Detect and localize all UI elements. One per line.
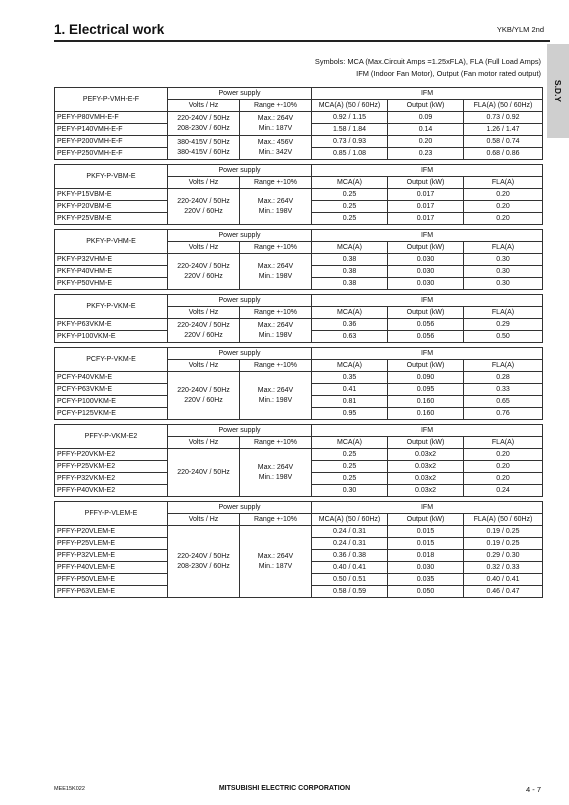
volts-cell: 220-240V / 50Hz 220V / 60Hz: [168, 254, 240, 290]
output-cell: 0.23: [388, 148, 464, 160]
model-cell: PFFY-P63VLEM-E: [55, 586, 168, 598]
table-header-row: [55, 165, 543, 177]
output-cell: 0.20: [388, 136, 464, 148]
table-row: [55, 372, 543, 384]
fla-cell: 0.19 / 0.25: [464, 538, 543, 550]
symbols-legend: [315, 56, 541, 80]
range-cell: Max.: 264V Min.: 198V: [240, 189, 312, 225]
fla-header: FLA(A) (50 / 60Hz): [464, 514, 543, 526]
fla-cell: 0.32 / 0.33: [464, 562, 543, 574]
range-cell: Max.: 456V Min.: 342V: [240, 136, 312, 160]
model-tag: YKB/YLM 2nd: [496, 25, 544, 34]
fla-cell: 0.73 / 0.92: [464, 112, 543, 124]
table-header-row: [55, 502, 543, 514]
fla-cell: 0.33: [464, 384, 543, 396]
output-cell: 0.090: [388, 372, 464, 384]
range-cell: Max.: 264V Min.: 198V: [240, 254, 312, 290]
power-supply-header: Power supply: [168, 295, 312, 307]
range-header: Range +-10%: [240, 360, 312, 372]
output-cell: 0.056: [388, 319, 464, 331]
output-header: Output (kW): [388, 514, 464, 526]
mca-cell: 1.58 / 1.84: [312, 124, 388, 136]
model-cell: PCFY-P40VKM-E: [55, 372, 168, 384]
output-cell: 0.017: [388, 189, 464, 201]
ifm-header: IFM: [312, 295, 543, 307]
model-cell: PCFY-P100VKM-E: [55, 396, 168, 408]
output-cell: 0.017: [388, 213, 464, 225]
output-header: Output (kW): [388, 307, 464, 319]
model-cell: PKFY-P100VKM-E: [55, 331, 168, 343]
mca-header: MCA(A): [312, 177, 388, 189]
table-row: [55, 189, 543, 201]
output-header: Output (kW): [388, 100, 464, 112]
output-cell: 0.035: [388, 574, 464, 586]
spec-table-pkfy-p-vhm-e: [54, 229, 543, 290]
output-cell: 0.03x2: [388, 473, 464, 485]
fla-header: FLA(A): [464, 360, 543, 372]
mca-cell: 0.25: [312, 449, 388, 461]
model-cell: PFFY-P40VKM-E2: [55, 485, 168, 497]
fla-header: FLA(A): [464, 437, 543, 449]
series-name: PFFY-P-VLEM-E: [55, 502, 168, 526]
mca-cell: 0.92 / 1.15: [312, 112, 388, 124]
output-header: Output (kW): [388, 242, 464, 254]
output-cell: 0.03x2: [388, 449, 464, 461]
mca-cell: 0.73 / 0.93: [312, 136, 388, 148]
fla-header: FLA(A): [464, 307, 543, 319]
mca-header: MCA(A): [312, 437, 388, 449]
fla-cell: 0.19 / 0.25: [464, 526, 543, 538]
table-header-row: [55, 295, 543, 307]
fla-cell: 0.20: [464, 189, 543, 201]
table-row: [55, 136, 543, 148]
output-cell: 0.018: [388, 550, 464, 562]
model-cell: PFFY-P25VLEM-E: [55, 538, 168, 550]
output-cell: 0.03x2: [388, 461, 464, 473]
model-cell: PCFY-P125VKM-E: [55, 408, 168, 420]
output-cell: 0.03x2: [388, 485, 464, 497]
mca-cell: 0.38: [312, 254, 388, 266]
mca-cell: 0.40 / 0.41: [312, 562, 388, 574]
output-cell: 0.015: [388, 538, 464, 550]
mca-cell: 0.85 / 1.08: [312, 148, 388, 160]
volts-header: Volts / Hz: [168, 437, 240, 449]
header-rule: [54, 40, 550, 42]
mca-cell: 0.24 / 0.31: [312, 526, 388, 538]
table-row: [55, 254, 543, 266]
ifm-header: IFM: [312, 348, 543, 360]
volts-header: Volts / Hz: [168, 177, 240, 189]
power-supply-header: Power supply: [168, 88, 312, 100]
table-row: [55, 526, 543, 538]
range-header: Range +-10%: [240, 100, 312, 112]
output-cell: 0.09: [388, 112, 464, 124]
output-cell: 0.056: [388, 331, 464, 343]
ifm-header: IFM: [312, 425, 543, 437]
output-cell: 0.095: [388, 384, 464, 396]
mca-cell: 0.36: [312, 319, 388, 331]
range-cell: Max.: 264V Min.: 198V: [240, 319, 312, 343]
section-title: 1. Electrical work: [54, 22, 165, 37]
fla-cell: 0.28: [464, 372, 543, 384]
output-cell: 0.160: [388, 408, 464, 420]
mca-header: MCA(A): [312, 360, 388, 372]
mca-cell: 0.35: [312, 372, 388, 384]
output-cell: 0.050: [388, 586, 464, 598]
range-cell: Max.: 264V Min.: 198V: [240, 449, 312, 497]
fla-cell: 0.65: [464, 396, 543, 408]
range-header: Range +-10%: [240, 307, 312, 319]
range-header: Range +-10%: [240, 177, 312, 189]
fla-cell: 0.20: [464, 213, 543, 225]
ifm-header: IFM: [312, 502, 543, 514]
fla-cell: 0.20: [464, 449, 543, 461]
series-name: PCFY-P-VKM-E: [55, 348, 168, 372]
output-cell: 0.030: [388, 266, 464, 278]
output-header: Output (kW): [388, 360, 464, 372]
output-header: Output (kW): [388, 177, 464, 189]
side-tab: [547, 44, 569, 138]
page-header: [54, 22, 544, 37]
range-cell: Max.: 264V Min.: 187V: [240, 112, 312, 136]
fla-header: FLA(A): [464, 242, 543, 254]
mca-cell: 0.25: [312, 213, 388, 225]
model-cell: PEFY-P250VMH-E-F: [55, 148, 168, 160]
model-cell: PFFY-P50VLEM-E: [55, 574, 168, 586]
fla-cell: 0.40 / 0.41: [464, 574, 543, 586]
fla-cell: 1.26 / 1.47: [464, 124, 543, 136]
model-cell: PEFY-P80VMH-E-F: [55, 112, 168, 124]
mca-cell: 0.38: [312, 266, 388, 278]
table-row: [55, 319, 543, 331]
fla-cell: 0.68 / 0.86: [464, 148, 543, 160]
fla-cell: 0.76: [464, 408, 543, 420]
page-number: 4 - 7: [525, 785, 541, 794]
spec-table-pkfy-p-vbm-e: [54, 164, 543, 225]
power-supply-header: Power supply: [168, 502, 312, 514]
fla-cell: 0.30: [464, 266, 543, 278]
mca-cell: 0.38: [312, 278, 388, 290]
fla-cell: 0.58 / 0.74: [464, 136, 543, 148]
volts-cell: 220-240V / 50Hz: [168, 449, 240, 497]
range-header: Range +-10%: [240, 437, 312, 449]
ifm-header: IFM: [312, 230, 543, 242]
mca-header: MCA(A): [312, 242, 388, 254]
spec-table-pffy-p-vkm-e2: [54, 424, 543, 497]
model-cell: PFFY-P20VLEM-E: [55, 526, 168, 538]
fla-cell: 0.46 / 0.47: [464, 586, 543, 598]
spec-table-pkfy-p-vkm-e: [54, 294, 543, 343]
output-cell: 0.030: [388, 254, 464, 266]
fla-cell: 0.29 / 0.30: [464, 550, 543, 562]
fla-cell: 0.20: [464, 201, 543, 213]
model-cell: PKFY-P15VBM-E: [55, 189, 168, 201]
mca-cell: 0.58 / 0.59: [312, 586, 388, 598]
symbols-line-2: IFM (Indoor Fan Motor), Output (Fan motor rated output): [356, 69, 541, 78]
volts-cell: 220-240V / 50Hz 220V / 60Hz: [168, 372, 240, 420]
output-cell: 0.030: [388, 278, 464, 290]
model-cell: PCFY-P63VKM-E: [55, 384, 168, 396]
volts-header: Volts / Hz: [168, 360, 240, 372]
mca-cell: 0.95: [312, 408, 388, 420]
symbols-line-1: Symbols: MCA (Max.Circuit Amps =1.25xFLA), FLA (Full Load Amps): [314, 57, 541, 66]
volts-header: Volts / Hz: [168, 514, 240, 526]
spec-table-pcfy-p-vkm-e: [54, 347, 543, 420]
mca-header: MCA(A) (50 / 60Hz): [312, 100, 388, 112]
mca-cell: 0.30: [312, 485, 388, 497]
mca-header: MCA(A) (50 / 60Hz): [312, 514, 388, 526]
range-cell: Max.: 264V Min.: 187V: [240, 526, 312, 598]
model-cell: PEFY-P200VMH-E-F: [55, 136, 168, 148]
series-name: PKFY-P-VHM-E: [55, 230, 168, 254]
table-header-row: [55, 88, 543, 100]
volts-cell: 380-415V / 50Hz 380-415V / 60Hz: [168, 136, 240, 160]
volts-cell: 220-240V / 50Hz 220V / 60Hz: [168, 189, 240, 225]
series-name: PKFY-P-VBM-E: [55, 165, 168, 189]
power-supply-header: Power supply: [168, 165, 312, 177]
mca-cell: 0.81: [312, 396, 388, 408]
model-cell: PEFY-P140VMH-E-F: [55, 124, 168, 136]
range-cell: Max.: 264V Min.: 198V: [240, 372, 312, 420]
model-cell: PKFY-P40VHM-E: [55, 266, 168, 278]
model-cell: PKFY-P25VBM-E: [55, 213, 168, 225]
output-cell: 0.017: [388, 201, 464, 213]
model-cell: PKFY-P20VBM-E: [55, 201, 168, 213]
power-supply-header: Power supply: [168, 348, 312, 360]
fla-cell: 0.24: [464, 485, 543, 497]
power-supply-header: Power supply: [168, 425, 312, 437]
model-cell: PKFY-P50VHM-E: [55, 278, 168, 290]
company-name: MITSUBISHI ELECTRIC CORPORATION: [218, 785, 351, 792]
mca-cell: 0.41: [312, 384, 388, 396]
ifm-header: IFM: [312, 88, 543, 100]
mca-cell: 0.63: [312, 331, 388, 343]
mca-cell: 0.25: [312, 189, 388, 201]
mca-cell: 0.25: [312, 461, 388, 473]
table-row: [55, 112, 543, 124]
side-tab-label: S.D.Y: [553, 79, 563, 103]
fla-header: FLA(A): [464, 177, 543, 189]
range-header: Range +-10%: [240, 514, 312, 526]
volts-header: Volts / Hz: [168, 100, 240, 112]
output-cell: 0.14: [388, 124, 464, 136]
fla-cell: 0.50: [464, 331, 543, 343]
model-cell: PFFY-P40VLEM-E: [55, 562, 168, 574]
fla-header: FLA(A) (50 / 60Hz): [464, 100, 543, 112]
model-cell: PKFY-P32VHM-E: [55, 254, 168, 266]
volts-cell: 220-240V / 50Hz 220V / 60Hz: [168, 319, 240, 343]
mca-cell: 0.24 / 0.31: [312, 538, 388, 550]
table-header-row: [55, 230, 543, 242]
model-cell: PFFY-P32VLEM-E: [55, 550, 168, 562]
model-cell: PFFY-P20VKM-E2: [55, 449, 168, 461]
model-cell: PFFY-P32VKM-E2: [55, 473, 168, 485]
volts-cell: 220-240V / 50Hz 208-230V / 60Hz: [168, 526, 240, 598]
power-supply-header: Power supply: [168, 230, 312, 242]
mca-header: MCA(A): [312, 307, 388, 319]
volts-header: Volts / Hz: [168, 307, 240, 319]
series-name: PKFY-P-VKM-E: [55, 295, 168, 319]
model-cell: PKFY-P63VKM-E: [55, 319, 168, 331]
fla-cell: 0.29: [464, 319, 543, 331]
table-header-row: [55, 425, 543, 437]
mca-cell: 0.25: [312, 201, 388, 213]
output-cell: 0.160: [388, 396, 464, 408]
output-cell: 0.030: [388, 562, 464, 574]
fla-cell: 0.20: [464, 473, 543, 485]
output-header: Output (kW): [388, 437, 464, 449]
table-row: [55, 449, 543, 461]
ifm-header: IFM: [312, 165, 543, 177]
mca-cell: 0.25: [312, 473, 388, 485]
fla-cell: 0.30: [464, 278, 543, 290]
fla-cell: 0.30: [464, 254, 543, 266]
spec-table-pffy-p-vlem-e: [54, 501, 543, 598]
mca-cell: 0.50 / 0.51: [312, 574, 388, 586]
series-name: PEFY-P-VMH-E-F: [55, 88, 168, 112]
range-header: Range +-10%: [240, 242, 312, 254]
mca-cell: 0.36 / 0.38: [312, 550, 388, 562]
volts-cell: 220-240V / 50Hz 208-230V / 60Hz: [168, 112, 240, 136]
series-name: PFFY-P-VKM-E2: [55, 425, 168, 449]
fla-cell: 0.20: [464, 461, 543, 473]
doc-code: MEE15K022: [54, 786, 85, 792]
spec-table-pefy-p-vmh-e-f: [54, 87, 543, 160]
table-header-row: [55, 348, 543, 360]
output-cell: 0.015: [388, 526, 464, 538]
volts-header: Volts / Hz: [168, 242, 240, 254]
model-cell: PFFY-P25VKM-E2: [55, 461, 168, 473]
